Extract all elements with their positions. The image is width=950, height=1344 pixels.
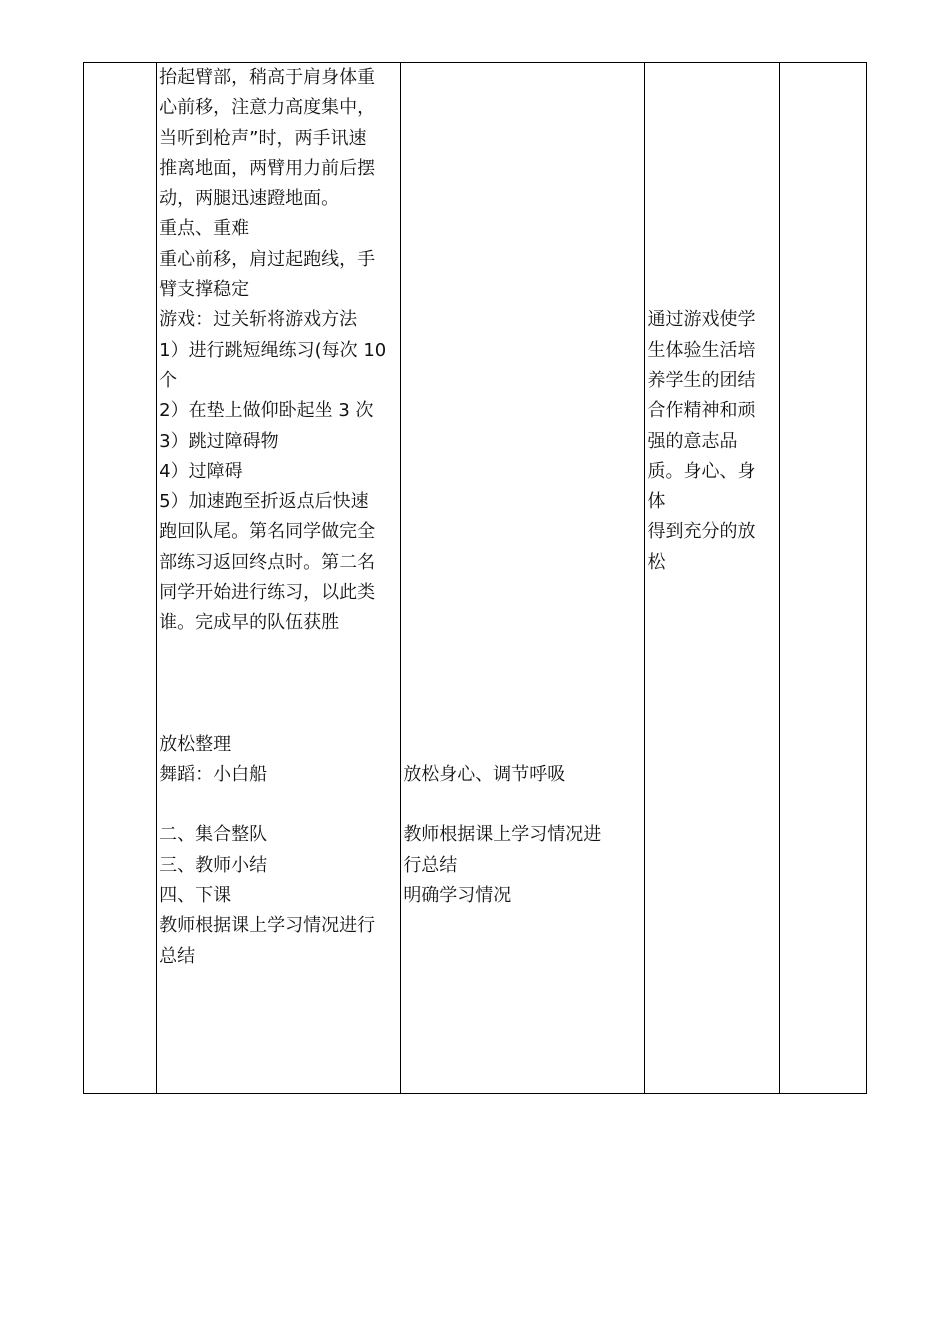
content-line: 四、下课 [159,885,232,907]
content-line: 重心前移，肩过起跑线，手 [159,248,376,270]
content-line: 三、教师小结 [159,854,268,876]
content-line: 动，两腿迅速蹬地面。 [159,188,340,210]
content-line: 3）跳过障碍物 [159,430,279,452]
content-line: 当听到枪声”时，两手讯速 [159,127,367,149]
content-line: 个 [159,369,178,391]
content-line: 跑回队尾。第名同学做完全 [159,521,376,543]
lesson-row [84,63,867,1094]
purpose-lines [647,305,777,578]
content-line: 臂支撑稳定 [159,279,250,301]
content-line: 抬起臂部，稍高于肩身体重 [159,67,376,88]
relax-title: 放松整理 [159,733,232,755]
method-relax: 放松身心、调节呼吸 [403,763,566,785]
content-line: 2）在垫上做仰卧起坐 3 次 [159,400,374,422]
content-cell [157,63,401,1094]
content-line: 总结 [159,945,196,967]
content-line: 教师根据课上学习情况进行 [159,915,376,937]
content-line: 1）进行跳短绳练习(每次 10 [159,339,387,361]
content-line: 游戏：过关斩将游戏方法 [159,309,358,331]
content-line: 二、集合整队 [159,824,268,846]
purpose-line: 强的意志品 [647,430,738,452]
method-summary-line1: 教师根据课上学习情况进 [403,824,602,846]
method-clarify: 明确学习情况 [403,885,512,907]
purpose-cell [645,63,780,1094]
content-top-lines [159,63,398,639]
empty-cell-first [84,63,157,1094]
content-line: 推离地面，两臂用力前后摆 [159,157,376,179]
dance-line: 舞蹈：小白船 [159,763,268,785]
purpose-line: 养学生的团结 [647,369,756,391]
content-line: 同学开始进行练习，以此类 [159,582,376,604]
method-summary-line2: 行总结 [403,854,458,876]
lesson-plan-table [83,62,867,1094]
purpose-line: 质。身心、身 [647,460,756,482]
purpose-line: 合作精神和顽 [647,400,756,422]
empty-cell-last [780,63,867,1094]
content-line: 谁。完成早的队伍获胜 [159,612,340,634]
content-line: 部练习返回终点时。第二名 [159,551,376,573]
purpose-line: 得到充分的放 [647,521,756,543]
purpose-line: 生体验生活培 [647,339,756,361]
purpose-line: 松 [647,551,666,573]
content-line: 4）过障碍 [159,460,243,482]
content-line: 5）加速跑至折返点后快速 [159,491,369,513]
purpose-line: 体 [647,491,666,513]
purpose-line: 通过游戏使学 [647,309,756,331]
content-line: 心前移，注意力高度集中， [159,97,376,119]
content-line: 重点、重难 [159,218,250,240]
content-bottom-lines [159,820,398,971]
method-cell [401,63,645,1094]
